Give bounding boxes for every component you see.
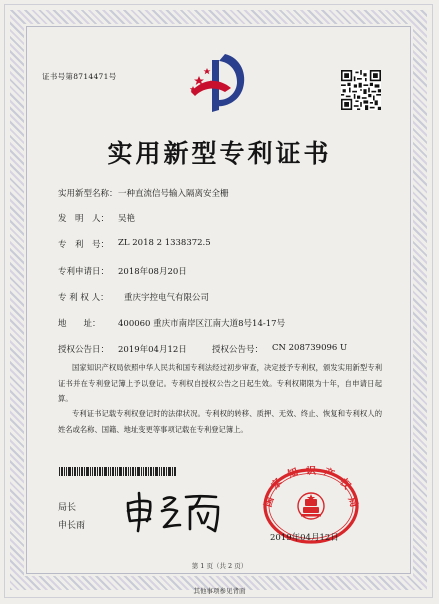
footer-note: 其他事项参见背面 bbox=[193, 587, 246, 595]
grant-date-label: 授权公告日： bbox=[58, 345, 110, 355]
filing-date-label: 专利申请日： bbox=[58, 267, 110, 277]
svg-text:知: 知 bbox=[286, 466, 300, 481]
address-label: 地 址： bbox=[58, 319, 101, 329]
svg-text:权: 权 bbox=[337, 476, 353, 492]
grant-number-label: 授权公告号： bbox=[212, 345, 264, 355]
utility-model-name-label: 实用新型名称： bbox=[58, 189, 118, 199]
director-name: 申长雨 bbox=[58, 521, 86, 531]
barcode-icon bbox=[59, 467, 176, 476]
seal-date: 2019年04月12日 bbox=[270, 533, 339, 543]
svg-text:国: 国 bbox=[262, 495, 277, 509]
grant-number-value: CN 208739096 U bbox=[272, 343, 348, 353]
handwritten-signature bbox=[120, 487, 230, 535]
patentee-value: 重庆宇控电气有限公司 bbox=[124, 293, 210, 303]
certificate-title: 实用新型专利证书 bbox=[107, 139, 332, 168]
address-value: 400060 重庆市南岸区江南大道8号14-17号 bbox=[118, 319, 286, 329]
qr-code-icon bbox=[341, 70, 381, 110]
cnipa-logo-icon bbox=[185, 48, 251, 116]
inventor-value: 吴艳 bbox=[118, 214, 136, 224]
grant-date-value: 2019年04月12日 bbox=[118, 345, 187, 355]
svg-text:识: 识 bbox=[306, 466, 316, 477]
filing-date-value: 2018年08月20日 bbox=[118, 267, 187, 277]
patent-number-value: ZL 2018 2 1338372.5 bbox=[118, 238, 211, 248]
svg-text:产: 产 bbox=[322, 466, 336, 481]
legal-status-paragraph: 专利证书记载专利权登记时的法律状况。专利权的转移、质押、无效、终止、恢复和专利权人的姓名或名称、国籍、地址变更等事项记载在专利登记簿上。 bbox=[58, 409, 382, 434]
svg-text:局: 局 bbox=[345, 495, 360, 509]
svg-text:家: 家 bbox=[269, 476, 285, 492]
patentee-label: 专 利 权 人： bbox=[58, 293, 109, 303]
page-number: 第 1 页（共 2 页） bbox=[191, 562, 248, 570]
director-title: 局长 bbox=[58, 503, 77, 513]
patent-number-label: 专 利 号： bbox=[58, 240, 110, 250]
utility-model-name-value: 一种直流信号输入隔离安全栅 bbox=[118, 189, 229, 199]
inventor-label: 发 明 人： bbox=[58, 214, 110, 224]
grant-statement-paragraph: 国家知识产权局依照中华人民共和国专利法经过初步审查，决定授予专利权，颁发实用新型专利证书并在专利登记簿上予以登记。专利权自授权公告之日起生效。专利权期限为十年，自申请日起算。 bbox=[58, 363, 382, 403]
certificate-number: 证书号第8714471号 bbox=[42, 72, 117, 81]
